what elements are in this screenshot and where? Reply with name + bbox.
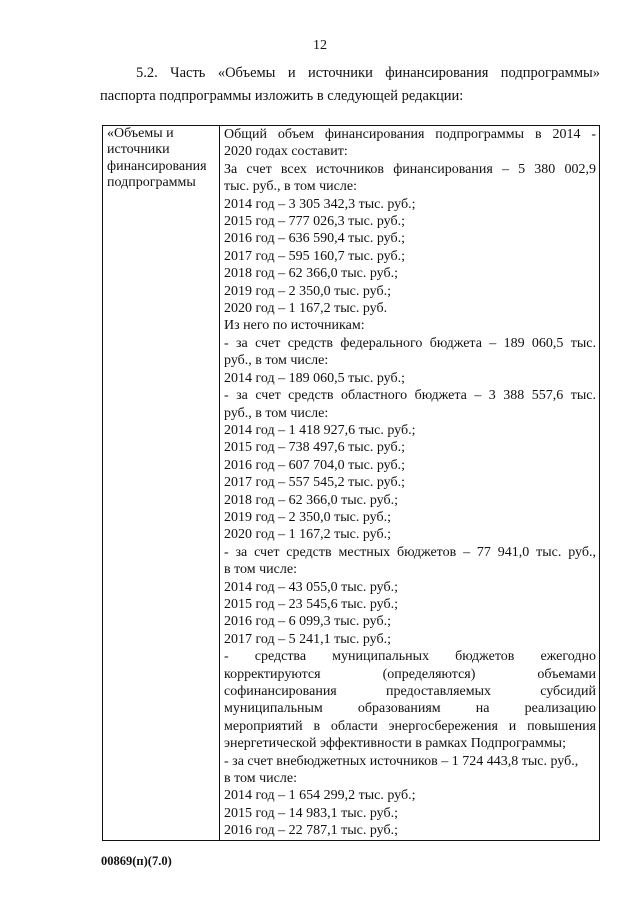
row-label-cell bbox=[103, 126, 220, 841]
table-row bbox=[103, 126, 600, 841]
value-line: 2016 год – 22 787,1 тыс. руб.; bbox=[224, 823, 398, 839]
value-line: 2017 год – 5 241,1 тыс. руб.; bbox=[224, 631, 391, 647]
intro-paragraph bbox=[100, 62, 600, 108]
intro-line-2: паспорта подпрограммы изложить в следующей редакции: bbox=[100, 88, 464, 104]
passport-table bbox=[102, 125, 600, 841]
value-line: 2017 год – 595 160,7 тыс. руб.; bbox=[224, 248, 405, 264]
value-line: энергетической эффективности в рамках Подпрограммы; bbox=[224, 736, 566, 752]
label-line: финансирования bbox=[107, 158, 207, 174]
value-line: Общий объем финансирования подпрограммы в 2014 - bbox=[224, 127, 596, 142]
value-line: - средства муниципальных бюджетов ежегодно bbox=[224, 649, 596, 665]
value-line: 2015 год – 23 545,6 тыс. руб.; bbox=[224, 596, 398, 612]
value-line: 2014 год – 189 060,5 тыс. руб.; bbox=[224, 370, 405, 386]
value-line: 2019 год – 2 350,0 тыс. руб.; bbox=[224, 509, 391, 525]
value-line: 2017 год – 557 545,2 тыс. руб.; bbox=[224, 475, 405, 491]
value-line: 2016 год – 6 099,3 тыс. руб.; bbox=[224, 614, 391, 630]
value-line: - за счет средств областного бюджета – 3 388 557,6 тыс. bbox=[224, 388, 596, 404]
value-line: 2020 год – 1 167,2 тыс. руб.; bbox=[224, 527, 391, 543]
value-line: 2018 год – 62 366,0 тыс. руб.; bbox=[224, 266, 398, 282]
value-line: Из него по источникам: bbox=[224, 318, 365, 334]
value-line: 2019 год – 2 350,0 тыс. руб.; bbox=[224, 283, 391, 299]
row-value-cell bbox=[220, 126, 600, 841]
label-line: источники bbox=[107, 142, 170, 158]
intro-line-1: 5.2. Часть «Объемы и источники финансирования подпрограммы» bbox=[136, 65, 600, 81]
value-line: 2015 год – 14 983,1 тыс. руб.; bbox=[224, 805, 398, 821]
value-line: 2016 год – 636 590,4 тыс. руб.; bbox=[224, 231, 405, 247]
value-line: - за счет внебюджетных источников – 1 724 443,8 тыс. руб., bbox=[224, 753, 579, 769]
value-line: руб., в том числе: bbox=[224, 405, 329, 421]
value-line: мероприятий в области энергосбережения и повышения bbox=[224, 718, 596, 734]
document-code: 00869(п)(7.0) bbox=[101, 854, 172, 868]
value-line: 2014 год – 43 055,0 тыс. руб.; bbox=[224, 579, 398, 595]
value-line: корректируются (определяются) объемами bbox=[224, 666, 596, 682]
label-line: «Объемы и bbox=[107, 126, 174, 141]
value-line: 2015 год – 738 497,6 тыс. руб.; bbox=[224, 440, 405, 456]
value-line: тыс. руб., в том числе: bbox=[224, 179, 357, 195]
value-line: руб., в том числе: bbox=[224, 353, 329, 369]
value-line: - за счет средств федерального бюджета – 189 060,5 тыс. bbox=[224, 335, 596, 351]
value-line: 2018 год – 62 366,0 тыс. руб.; bbox=[224, 492, 398, 508]
value-line: 2015 год – 777 026,3 тыс. руб.; bbox=[224, 214, 405, 230]
label-line: подпрограммы bbox=[107, 174, 196, 190]
value-line: в том числе: bbox=[224, 562, 297, 578]
page-number: 12 bbox=[313, 38, 327, 53]
value-line: 2014 год – 3 305 342,3 тыс. руб.; bbox=[224, 196, 416, 212]
value-line: 2016 год – 607 704,0 тыс. руб.; bbox=[224, 457, 405, 473]
value-line: муниципальным образованиям на реализацию bbox=[224, 701, 596, 717]
value-line: софинансирования предоставляемых субсидий bbox=[224, 684, 596, 699]
value-line: 2020 годах составит: bbox=[224, 144, 348, 160]
value-line: 2014 год – 1 654 299,2 тыс. руб.; bbox=[224, 788, 416, 804]
value-line: 2014 год – 1 418 927,6 тыс. руб.; bbox=[224, 422, 416, 438]
value-line: 2020 год – 1 167,2 тыс. руб. bbox=[224, 301, 388, 317]
value-line: в том числе: bbox=[224, 771, 297, 787]
value-line: - за счет средств местных бюджетов – 77 941,0 тыс. руб., bbox=[224, 544, 596, 560]
value-line: За счет всех источников финансирования – 5 380 002,9 bbox=[224, 161, 596, 177]
